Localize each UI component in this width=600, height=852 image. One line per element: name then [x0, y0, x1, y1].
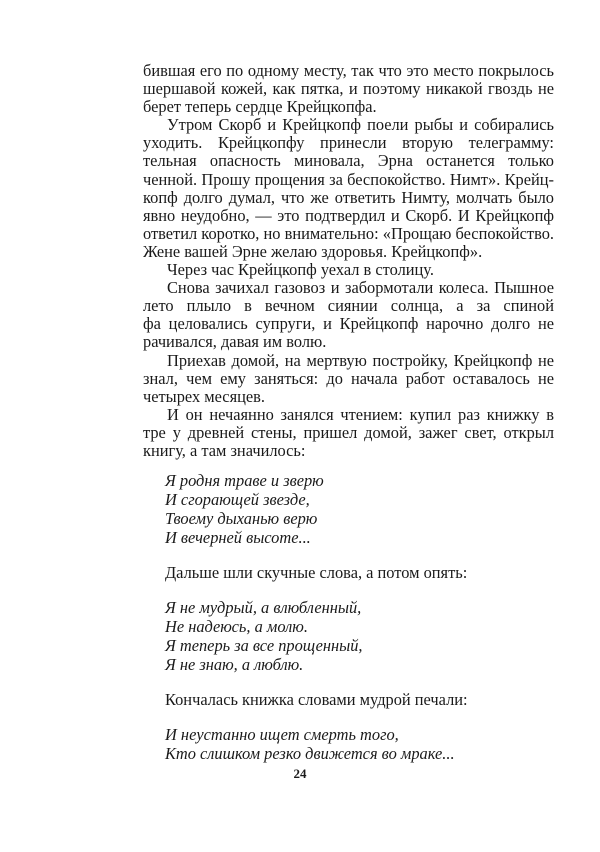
text-line: тельная опасность миновала, Эрна останется только	[143, 152, 554, 171]
page-body	[143, 62, 554, 763]
middle-paragraph	[165, 563, 554, 582]
poem-line: И сгорающей звезде,	[165, 490, 310, 510]
text-line: четырех месяцев.	[143, 386, 265, 406]
poem-line: Не надеюсь, а молю.	[165, 617, 308, 637]
page-number: 24	[293, 766, 307, 781]
text-line: фа целовались супруги, и Крейцкопф нарочно долго не	[143, 315, 554, 334]
prose-text	[143, 62, 554, 460]
text-line: уходить. Крейцкопфу принесли вторую телеграмму:	[143, 134, 554, 153]
text-line: знал, чем ему заняться: до начала работ оставалось не	[143, 369, 554, 388]
poem-line: Я не знаю, а люблю.	[165, 655, 304, 675]
poem-stanza-1	[165, 471, 554, 547]
text-line: Дальше шли скучные слова, а потом опять:	[165, 563, 468, 583]
poem-line: И вечерней высоте...	[165, 528, 311, 548]
text-line: шершавой кожей, как пятка, и поэтому никакой гвоздь не	[143, 80, 554, 99]
text-line: И он нечаянно занялся чтением: купил раз книжку в	[167, 405, 554, 424]
poem-line: Я теперь за все прощенный,	[165, 636, 363, 656]
text-line: Кончалась книжка словами мудрой печали:	[165, 690, 468, 710]
text-line: Снова зачихал газовоз и забормотали колеса. Пышное	[167, 279, 554, 298]
end-paragraph	[165, 690, 554, 709]
text-line: бившая его по одному месту, так что это место покрылось	[143, 62, 554, 80]
text-line: Приехав домой, на мертвую постройку, Крейцкопф не	[167, 351, 554, 370]
text-line: Утром Скорб и Крейцкопф поели рыбы и собирались	[167, 116, 554, 135]
text-line: лето плыло в вечном сиянии солнца, а за спиной	[143, 297, 554, 316]
poem-stanza-2	[165, 598, 554, 674]
text-line: Через час Крейцкопф уехал в столицу.	[167, 260, 434, 280]
poem-line: Твоему дыханью верю	[165, 509, 318, 529]
text-line: берет теперь сердце Крейцкопфа.	[143, 97, 377, 117]
text-line: копф долго думал, что же ответить Нимту, молчать было	[143, 188, 554, 207]
text-line: тре у древней стены, пришел домой, зажег свет, открыл	[143, 423, 554, 442]
poem-line: Я родня траве и зверю	[165, 471, 324, 491]
poem-line: И неустанно ищет смерть того,	[165, 725, 399, 745]
text-line: явно неудобно, — это подтвердил и Скорб. И Крейцкопф	[143, 206, 554, 225]
text-line: книгу, а там значилось:	[143, 440, 306, 460]
poem-line: Кто слишком резко движется во мраке...	[165, 744, 455, 764]
text-line: рачивался, давая им волю.	[143, 332, 327, 352]
text-line: ответил коротко, но внимательно: «Прощаю беспокойство.	[143, 224, 554, 243]
text-line: Жене вашей Эрне желаю здоровья. Крейцкопф».	[143, 241, 483, 261]
poem-stanza-3	[165, 725, 554, 763]
text-line: ченной. Прошу прощения за беспокойство. Нимт». Крейц-	[143, 170, 554, 189]
poem-line: Я не мудрый, а влюбленный,	[165, 598, 362, 618]
